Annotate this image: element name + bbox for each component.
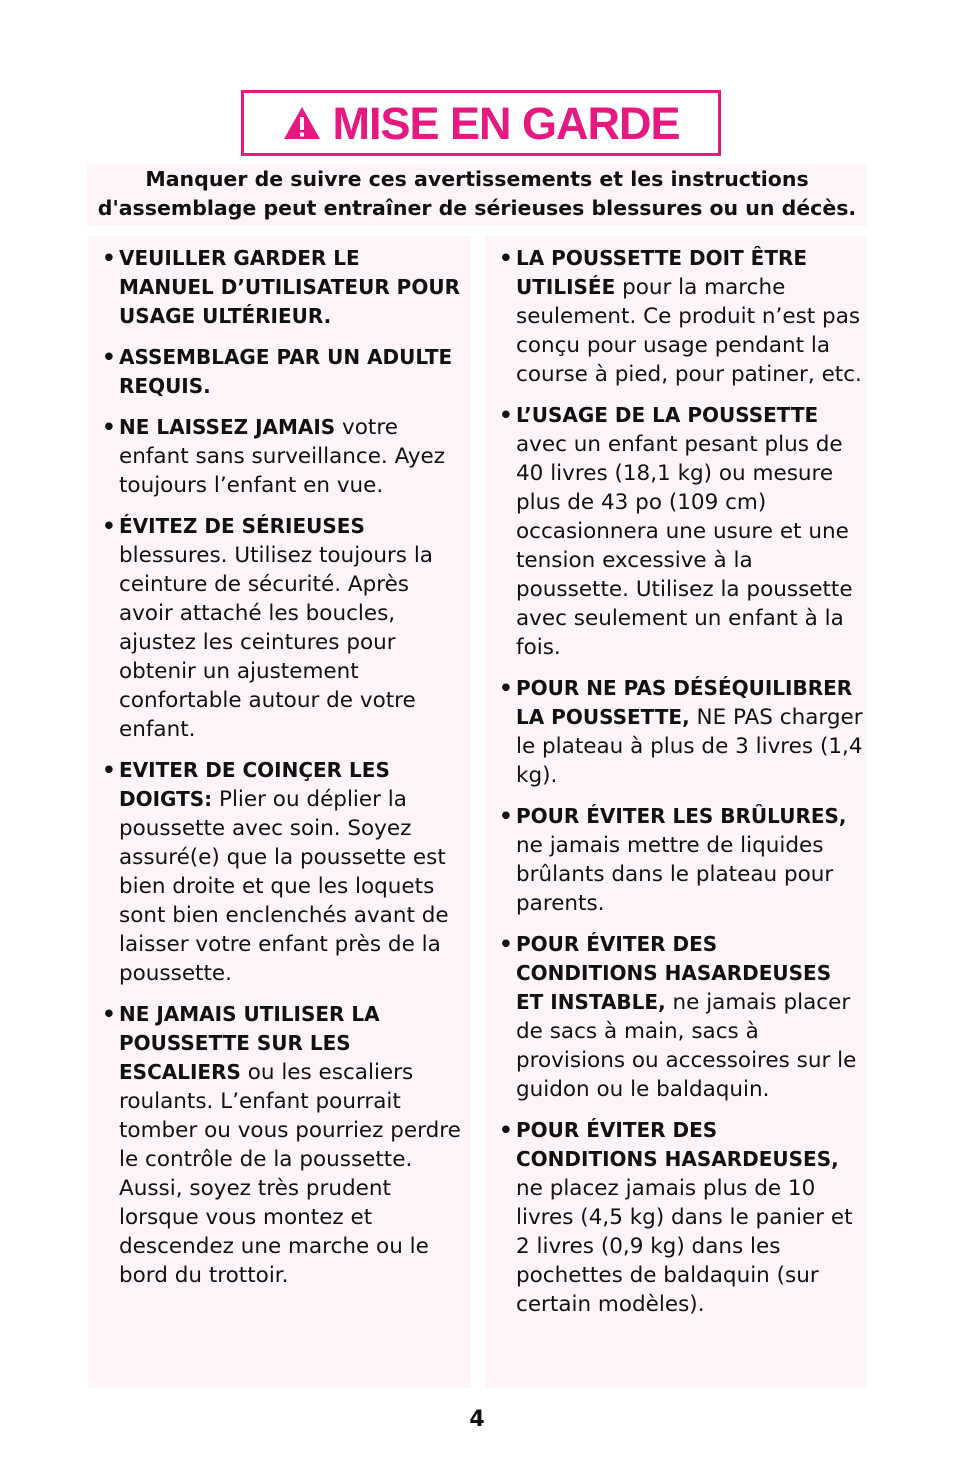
- warning-item: • NE LAISSEZ JAMAIS votre enfant sans surveillance. Ayez toujours l’enfant en vue.: [102, 415, 446, 498]
- intro-line-1: Manquer de suivre ces avertissements et les instructions: [145, 167, 809, 191]
- warning-triangle-icon: [282, 105, 322, 141]
- warning-item-text: Plier ou déplier la poussette avec soin. Soyez assuré(e) que la poussette est bien droite et que les loquets sont bien enclenchés avant de laisser votre enfant près de la poussette.: [119, 787, 449, 986]
- warning-item-text: avec un enfant pesant plus de 40 livres (18,1 kg) ou mesure plus de 43 po (109 cm) occasionnera une usure et une tension excessive à la poussette. Utilisez la poussette avec seulement un enfant à la fois.: [516, 432, 853, 660]
- warning-item-heading: NE JAMAIS UTILISER LA POUSSETTE SUR LES ESCALIERS: [119, 1002, 380, 1084]
- warning-title: [282, 97, 680, 149]
- warning-item-text: blessures. Utilisez toujours la ceinture de sécurité. Après avoir attaché les boucles, ajustez les ceintures pour obtenir un ajustement confortable autour de votre enfant.: [119, 543, 433, 742]
- warning-title-text: MISE EN GARDE: [332, 97, 680, 149]
- warning-item: • EVITER DE COINÇER LES DOIGTS: Plier ou déplier la poussette avec soin. Soyez assuré(e) que la poussette est bien droite et que les loquets sont bien enclenchés avant de laisser votre enfant près de la poussette.: [102, 758, 449, 986]
- warning-item: • VEUILLER GARDER LE MANUEL D’UTILISATEUR POUR USAGE ULTÉRIEUR.: [102, 246, 460, 328]
- warning-item: • ASSEMBLAGE PAR UN ADULTE REQUIS.: [102, 345, 453, 398]
- warning-item-heading: ASSEMBLAGE PAR UN ADULTE REQUIS.: [119, 345, 453, 398]
- warning-item-text: ne jamais mettre de liquides brûlants dans le plateau pour parents.: [516, 833, 834, 916]
- warning-item: • L’USAGE DE LA POUSSETTE avec un enfant pesant plus de 40 livres (18,1 kg) ou mesure plus de 43 po (109 cm) occasionnera une usure et une tension excessive à la poussette. Utilisez la poussette avec seulement un enfant à la fois.: [499, 403, 853, 660]
- warning-item: • POUR ÉVITER LES BRÛLURES, ne jamais mettre de liquides brûlants dans le plateau pour parents.: [499, 804, 847, 916]
- warning-item-heading: POUR ÉVITER DES CONDITIONS HASARDEUSES,: [516, 1118, 839, 1171]
- warning-item: • POUR ÉVITER DES CONDITIONS HASARDEUSES ET INSTABLE, ne jamais placer de sacs à main, sacs à provisions ou accessoires sur le guidon ou le baldaquin.: [499, 932, 857, 1102]
- intro-line-2: d'assemblage peut entraîner de sérieuses blessures ou un décès.: [97, 196, 857, 220]
- warning-item-text: votre enfant sans surveillance. Ayez toujours l’enfant en vue.: [119, 415, 446, 498]
- warning-item-heading: L’USAGE DE LA POUSSETTE: [516, 403, 819, 427]
- page-number: 4: [469, 1407, 485, 1432]
- left-column: [88, 236, 471, 1388]
- right-column: [485, 236, 867, 1388]
- warning-item-heading: POUR ÉVITER DES CONDITIONS HASARDEUSES ET INSTABLE,: [516, 932, 832, 1014]
- warning-title-box: [241, 90, 721, 156]
- warning-item-heading: EVITER DE COINÇER LES DOIGTS:: [119, 758, 390, 811]
- warning-item: • POUR NE PAS DÉSÉQUILIBRER LA POUSSETTE, NE PAS charger le plateau à plus de 3 livres (1,4 kg).: [499, 676, 863, 788]
- warning-item-heading: NE LAISSEZ JAMAIS: [119, 415, 336, 439]
- warning-item-heading: VEUILLER GARDER LE MANUEL D’UTILISATEUR POUR USAGE ULTÉRIEUR.: [119, 246, 460, 328]
- warning-item: • POUR ÉVITER DES CONDITIONS HASARDEUSES, ne placez jamais plus de 10 livres (4,5 kg) dans le panier et 2 livres (0,9 kg) dans les pochettes de baldaquin (sur certain modèles).: [499, 1118, 853, 1317]
- warning-item-text: ne placez jamais plus de 10 livres (4,5 kg) dans le panier et 2 livres (0,9 kg) dans les pochettes de baldaquin (sur certain modèles).: [516, 1176, 853, 1317]
- warning-item: • NE JAMAIS UTILISER LA POUSSETTE SUR LES ESCALIERS ou les escaliers roulants. L’enfant pourrait tomber ou vous pourriez perdre le contrôle de la poussette. Aussi, soyez très prudent lorsque vous montez et descendez une marche ou le bord du trottoir.: [102, 1002, 461, 1288]
- warning-item-text: NE PAS charger le plateau à plus de 3 livres (1,4 kg).: [516, 705, 863, 788]
- warning-item-heading: LA POUSSETTE DOIT ÊTRE UTILISÉE: [516, 246, 808, 299]
- warning-item-text: ou les escaliers roulants. L’enfant pourrait tomber ou vous pourriez perdre le contrôle de la poussette. Aussi, soyez très prudent lorsque vous montez et descendez une marche ou le bord du trottoir.: [119, 1060, 461, 1288]
- warning-item: • ÉVITEZ DE SÉRIEUSES blessures. Utilisez toujours la ceinture de sécurité. Après avoir attaché les boucles, ajustez les ceintures pour obtenir un ajustement confortable autour de votre enfant.: [102, 514, 433, 742]
- warning-item-text: ne jamais placer de sacs à main, sacs à provisions ou accessoires sur le guidon ou le baldaquin.: [516, 990, 857, 1102]
- warning-item: • LA POUSSETTE DOIT ÊTRE UTILISÉE pour la marche seulement. Ce produit n’est pas conçu pour usage pendant la course à pied, pour patiner, etc.: [499, 246, 862, 387]
- warning-item-heading: ÉVITEZ DE SÉRIEUSES: [119, 514, 365, 538]
- intro-warning: [87, 164, 867, 226]
- warning-item-text: pour la marche seulement. Ce produit n’est pas conçu pour usage pendant la course à pied, pour patiner, etc.: [516, 275, 862, 387]
- warning-item-heading: POUR ÉVITER LES BRÛLURES,: [516, 804, 847, 828]
- warning-item-heading: POUR NE PAS DÉSÉQUILIBRER LA POUSSETTE,: [516, 676, 853, 729]
